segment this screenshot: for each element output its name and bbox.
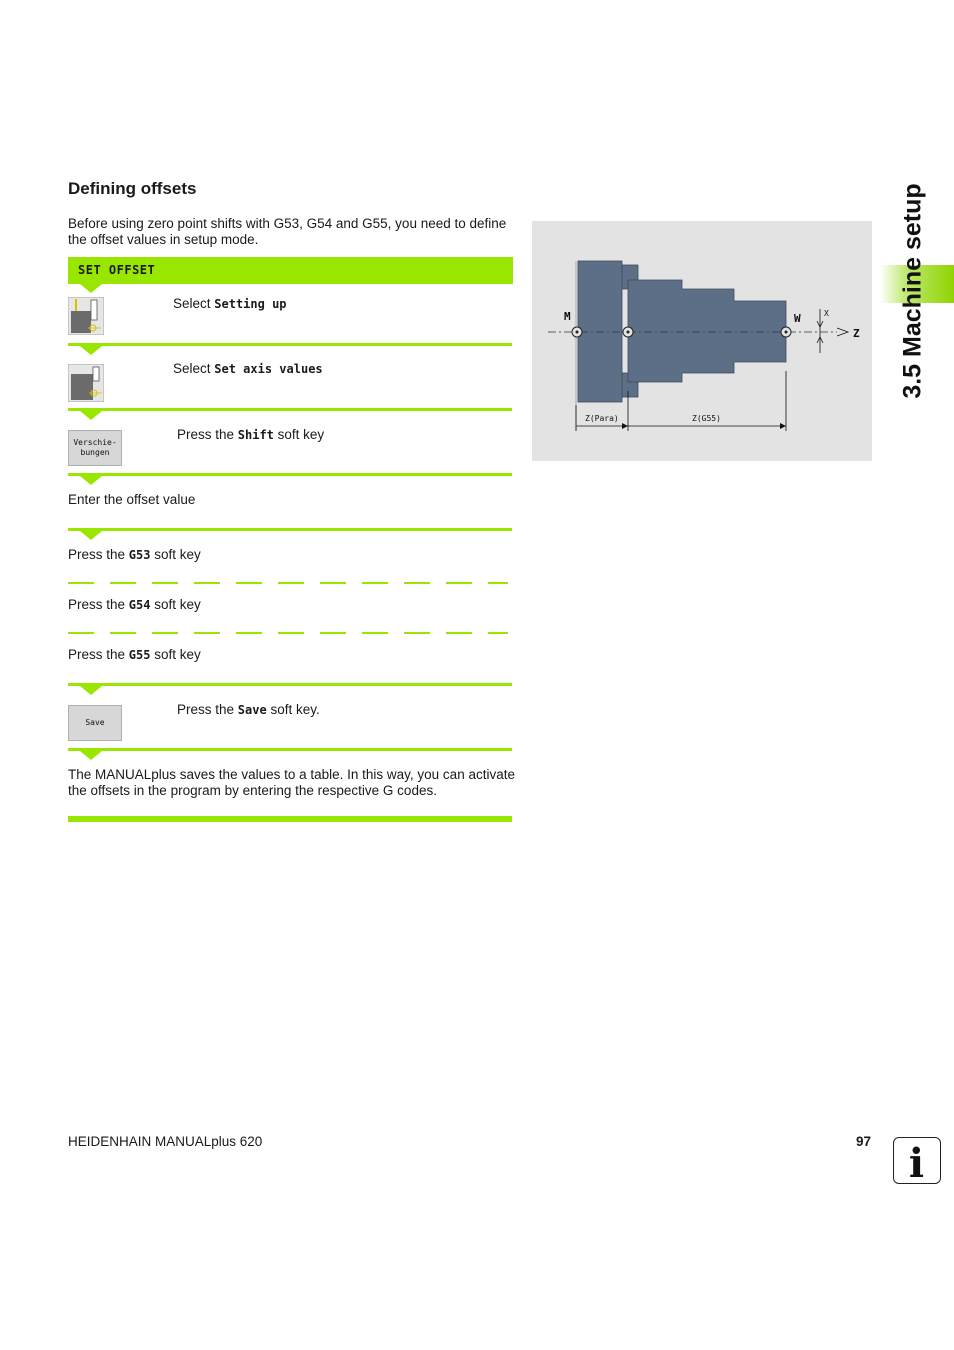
info-icon [893,1137,941,1184]
dimension-z-g55: Z(G55) [692,414,721,423]
verschiebungen-softkey: Verschie- bungen [68,430,122,466]
softkey-name: G53 [128,548,151,562]
step-arrow [80,751,102,760]
svg-text:i: i [908,1140,925,1182]
step-press-shift: Press the Shift soft key [177,427,325,442]
conclusion-paragraph: The MANUALplus saves the values to a table. In this way, you can activate the offsets in the program by entering the respective G codes. [68,767,515,798]
step-press-g55: Press the G55 soft key [68,647,201,662]
step-press-g53: Press the G53 soft key [68,547,201,562]
softkey-name: Save [237,703,267,717]
setting-up-icon [68,297,104,335]
save-softkey: Save [68,705,122,741]
step-arrow [80,476,102,485]
step-select-set-axis-values: Select Set axis values [173,361,323,376]
section-title: Defining offsets [68,179,197,198]
step-select-setting-up: Select Setting up [173,296,287,311]
section-end-bar [68,816,512,822]
intro-paragraph: Before using zero point shifts with G53, G54 and G55, you need to define the offset values in setup mode. [68,216,507,247]
label-m: M [564,310,571,323]
step-arrow [80,411,102,420]
alternative-divider [68,582,508,584]
step-press-g54: Press the G54 soft key [68,597,201,612]
step-divider [68,528,512,531]
step-arrow [80,284,102,293]
page-number: 97 [856,1134,872,1149]
step-divider [68,408,512,411]
chapter-title: 3.5 Machine setup [898,183,927,399]
step-press-save: Press the Save soft key. [177,702,320,717]
softkey-name: G55 [128,648,151,662]
offset-diagram [532,221,872,461]
step-divider [68,343,512,346]
set-offset-header [68,257,513,284]
step-arrow [80,346,102,355]
softkey-name: G54 [128,598,151,612]
label-w: W [794,312,801,325]
step-enter-offset: Enter the offset value [68,492,196,507]
set-axis-values-icon [68,364,104,402]
footer-product: HEIDENHAIN MANUALplus 620 [68,1134,263,1149]
chuck-body [578,261,622,402]
step-divider [68,683,512,686]
softkey-name: Set axis values [214,362,323,376]
step-arrow [80,686,102,695]
set-offset-label: SET OFFSET [78,263,156,277]
alternative-divider [68,632,508,634]
softkey-name: Shift [237,428,274,442]
label-x: X [824,309,829,318]
step-arrow [80,531,102,540]
softkey-name: Setting up [214,297,287,311]
dimension-z-para: Z(Para) [585,414,619,423]
label-z: Z [853,327,860,340]
step-divider [68,473,512,476]
step-divider [68,748,512,751]
